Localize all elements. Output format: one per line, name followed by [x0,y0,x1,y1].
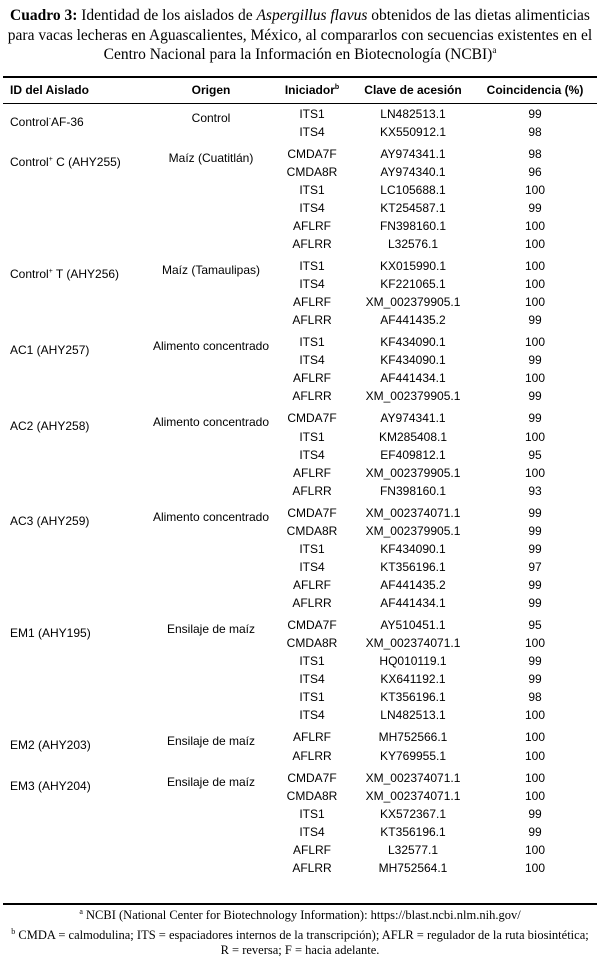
primer-cell: AFLRF [292,218,332,233]
primer-cell: ITS4 [299,824,325,839]
match-cell: 100 [524,788,546,803]
match-cell: 100 [524,335,546,350]
primer-cell: CMDA8R [286,164,338,179]
match-cell: 100 [524,860,546,875]
match-cell: 98 [528,124,542,139]
accession-cell: XM_002379905.1 [365,523,461,538]
isolate-id-label: AC3 (AHY259) [10,513,90,528]
match-cell: 100 [524,258,546,273]
match-cell: 97 [528,559,542,574]
accession-cell: KT356196.1 [380,559,446,574]
isolate-id-label: EM1 (AHY195) [10,626,91,641]
match-cell: 100 [524,636,546,651]
primer-cell: ITS4 [299,672,325,687]
accession-cell: KX641192.1 [380,672,446,687]
footnote-a-text: NCBI (National Center for Biotechnology Information): https://blast.ncbi.nlm.nih.gov/ [82,908,521,922]
caption-text-after: obtenidos de las dietas alimenticias para vacas lecheras en Aguascalientes, México, al compararlos con secuencias existentes en el Centro Nacional para la Información en Biotecnología (NCBI) [7,7,593,63]
primer-cell: AFLRR [292,748,332,763]
match-cell: 99 [528,505,542,520]
match-cell: 100 [524,770,546,785]
footnote-a [6,908,594,923]
primer-cell: CMDA7F [287,770,337,785]
match-cell: 99 [528,200,542,215]
primer-cell: CMDA7F [287,146,337,161]
primer-cell: AFLRR [292,860,332,875]
accession-cell: KF434090.1 [380,335,446,350]
accession-cell: XM_002374071.1 [365,788,461,803]
accession-cell: MH752564.1 [378,860,448,875]
primer-cell: AFLRF [292,730,332,745]
match-cell: 99 [528,806,542,821]
match-cell: 96 [528,164,542,179]
footnote-a-mark: a [79,906,83,916]
isolate-id-suffix: T (AHY256) [52,266,120,281]
match-cell: 99 [528,106,542,121]
primer-cell: AFLRR [292,596,332,611]
accession-cell: KX015990.1 [379,258,447,273]
match-cell: 100 [524,748,546,763]
primer-cell: ITS1 [299,429,325,444]
isolate-id [10,738,91,752]
header-match: Coincidencia (%) [486,83,584,97]
accession-cell: AY974341.1 [380,146,446,161]
isolate-id [10,419,89,433]
match-cell: 100 [524,429,546,444]
isolate-id [10,115,84,129]
match-cell: 99 [528,596,542,611]
isolate-id-label: AC1 (AHY257) [10,343,90,358]
match-cell: 100 [524,842,546,857]
match-cell: 99 [528,672,542,687]
primer-cell: AFLRR [292,483,332,498]
accession-cell: KF221065.1 [380,277,446,292]
isolate-origin: Ensilaje de maíz [166,774,256,789]
isolate-id-suffix: AF-36 [51,114,84,129]
caption-text-before: Identidad de los aislados de [77,7,257,24]
primer-cell: ITS4 [299,447,325,462]
match-cell: 99 [528,654,542,669]
accession-cell: L32577.1 [387,842,439,857]
primer-cell: ITS4 [299,353,325,368]
match-cell: 100 [524,730,546,745]
primer-cell: CMDA8R [286,636,338,651]
primer-cell: AFLRR [292,313,332,328]
primer-cell: ITS4 [299,559,325,574]
accession-cell: XM_002379905.1 [365,389,461,404]
isolate-origin: Maíz (Cuatitlán) [168,150,254,165]
match-cell: 99 [528,523,542,538]
primer-cell: AFLRF [292,295,332,310]
primer-cell: ITS4 [299,277,325,292]
header-origin: Origen [191,83,231,97]
accession-cell: AY974340.1 [380,164,446,179]
isolate-id-label: AC2 (AHY258) [10,419,90,434]
match-cell: 99 [528,578,542,592]
accession-cell: XM_002374071.1 [365,770,461,785]
isolate-id-mark: + [48,267,53,275]
primer-cell: CMDA7F [287,618,337,633]
caption-label: Cuadro 3: [10,7,78,24]
isolate-id [10,779,91,793]
primer-cell: CMDA7F [287,505,337,520]
isolate-id-label: Control [10,114,49,129]
accession-cell: LC105688.1 [380,182,446,197]
isolate-id-label: Control [10,266,49,281]
primer-cell: ITS4 [299,200,325,215]
isolate-id [10,267,119,281]
match-cell: 99 [528,541,542,556]
isolate-id [10,626,91,640]
isolate-origin: Ensilaje de maíz [166,734,256,749]
match-cell: 100 [524,182,546,197]
accession-cell: FN398160.1 [379,218,447,233]
accession-cell: XM_002374071.1 [365,636,461,651]
accession-cell: FN398160.1 [379,483,447,498]
accession-cell: AF441435.2 [380,578,446,592]
primer-cell: CMDA8R [286,523,338,538]
match-cell: 95 [528,618,542,633]
isolate-origin: Alimento concentrado [152,339,270,354]
primer-cell: ITS1 [299,806,325,821]
isolate-id-label: EM2 (AHY203) [10,738,91,753]
accession-cell: KT356196.1 [380,690,446,705]
match-cell: 100 [524,708,546,723]
table-bottom-rule [3,903,597,905]
isolate-id [10,343,89,357]
primer-cell: ITS1 [299,690,325,705]
match-cell: 98 [528,146,542,161]
isolate-id-mark: - [48,115,52,123]
match-cell: 100 [524,465,546,480]
primer-cell: CMDA7F [287,411,337,426]
match-cell: 98 [528,690,542,705]
isolate-origin: Alimento concentrado [152,509,270,524]
primer-cell: AFLRF [292,371,332,386]
caption-species: Aspergillus flavus [256,7,368,24]
primer-cell: ITS1 [299,541,325,556]
primer-cell: AFLRR [292,236,332,251]
primer-cell: ITS4 [299,124,325,139]
primer-cell: AFLRF [292,842,332,857]
accession-cell: KF434090.1 [380,353,446,368]
isolate-id-mark: + [48,155,53,163]
match-cell: 95 [528,447,542,462]
accession-cell: KF434090.1 [380,541,446,556]
accession-cell: MH752566.1 [378,730,448,745]
isolate-id-label: Control [10,154,49,169]
match-cell: 100 [524,218,546,233]
match-cell: 100 [524,371,546,386]
isolate-origin: Alimento concentrado [152,415,270,430]
primer-cell: AFLRR [292,389,332,404]
match-cell: 99 [528,313,542,328]
primer-cell: ITS1 [299,258,325,273]
accession-cell: XM_002379905.1 [365,465,461,480]
match-cell: 99 [528,824,542,839]
match-cell: 99 [528,411,542,426]
match-cell: 93 [528,483,542,498]
accession-cell: AY974341.1 [380,411,446,426]
accession-cell: AF441434.1 [380,596,446,611]
footnote-b [6,928,594,958]
accession-cell: KT254587.1 [380,200,446,215]
primer-cell: ITS1 [299,335,325,350]
isolate-id-label: EM3 (AHY204) [10,778,91,793]
header-accession: Clave de acesión [364,83,462,97]
primer-cell: ITS1 [299,182,325,197]
footnote-b-mark: b [11,926,16,936]
isolate-origin: Maíz (Tamaulipas) [161,262,261,277]
isolate-id [10,155,121,169]
accession-cell: EF409812.1 [380,447,446,462]
match-cell: 99 [528,353,542,368]
primer-cell: ITS1 [299,106,325,121]
accession-cell: LN482513.1 [380,106,446,121]
isolate-origin: Control [191,110,231,125]
header-primer-label: Iniciador [284,83,335,97]
header-isolate-id: ID del Aislado [10,83,89,97]
match-cell: 100 [524,277,546,292]
accession-cell: HQ010119.1 [379,654,447,669]
isolate-origin: Ensilaje de maíz [166,622,256,637]
accession-cell: KX572367.1 [379,806,447,821]
caption-footnote-mark: a [492,44,497,55]
primer-cell: CMDA8R [286,788,338,803]
primer-cell: AFLRF [292,465,332,480]
accession-cell: XM_002374071.1 [365,505,461,520]
match-cell: 100 [524,236,546,251]
accession-cell: L32576.1 [387,236,439,251]
accession-cell: AF441435.2 [380,313,446,328]
footnote-b-text: CMDA = calmodulina; ITS = espaciadores internos de la transcripción); AFLR = regulador de la ruta biosintética; R = reversa; F = hacia adelante. [15,928,589,957]
primer-cell: ITS1 [299,654,325,669]
accession-cell: KX550912.1 [379,124,447,139]
match-cell: 99 [528,389,542,404]
accession-cell: KM285408.1 [378,429,448,444]
accession-cell: AF441434.1 [380,371,446,386]
isolate-id-suffix: C (AHY255) [52,154,121,169]
header-primer-mark: b [334,84,340,91]
primer-cell: AFLRF [292,578,332,592]
accession-cell: KT356196.1 [380,824,446,839]
accession-cell: XM_002379905.1 [365,295,461,310]
isolate-id [10,514,89,528]
match-cell: 100 [524,295,546,310]
primer-cell: ITS4 [299,708,325,723]
accession-cell: AY510451.1 [380,618,446,633]
accession-cell: KY769955.1 [379,748,447,763]
accession-cell: LN482513.1 [380,708,446,723]
